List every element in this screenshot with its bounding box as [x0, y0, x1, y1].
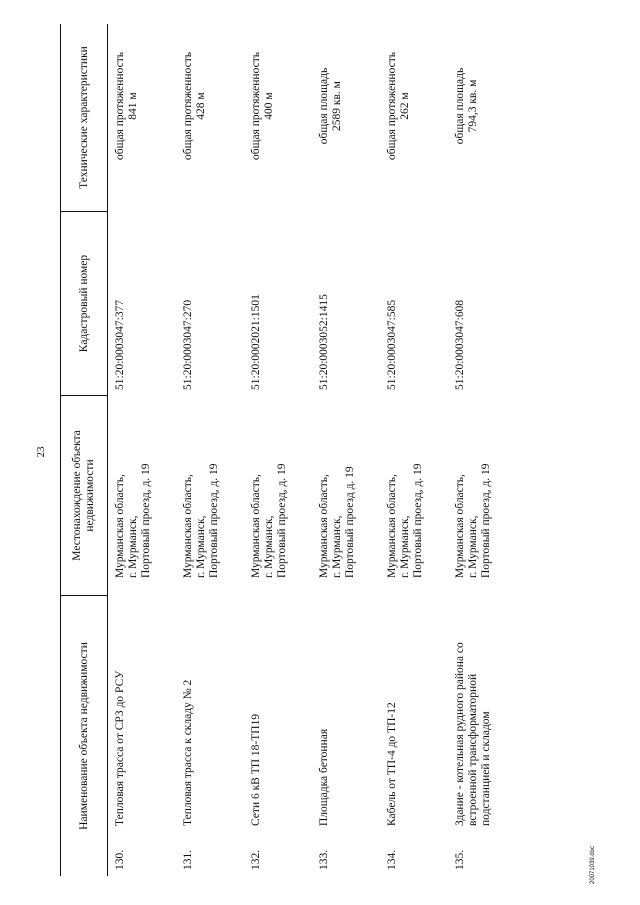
cadastral-number: 51:20:0003047:608: [454, 299, 466, 390]
table-row: [182, 24, 250, 876]
technical-line: 841 м: [127, 92, 139, 120]
object-location: [114, 398, 153, 578]
location-line: г. Мурманск,: [195, 515, 207, 578]
header-technical: Технические характеристики: [77, 46, 90, 189]
table-row: [386, 24, 454, 876]
object-name: Кабель от ТП-4 до ТП-12: [386, 702, 398, 826]
object-name: Здание - котельная рудного района со встроенной трансформаторной подстанцией и складом: [454, 642, 492, 826]
cadastral-number: 51:20:0003047:377: [114, 299, 126, 390]
cadastral-number: 51:20:0003052:1415: [318, 294, 330, 390]
technical-line: общая протяженность: [250, 52, 262, 161]
location-line: Портовый проезд, д. 19: [480, 463, 492, 578]
location-line: Мурманская область,: [182, 474, 194, 578]
object-location: [182, 398, 221, 578]
technical-line: 262 м: [399, 92, 411, 120]
technical-line: общая протяженность: [386, 52, 398, 161]
row-number: 133.: [318, 849, 330, 870]
location-line: Мурманская область,: [250, 474, 262, 578]
footer-filename: 20071039.doc: [590, 845, 596, 885]
table-row: [114, 24, 182, 876]
technical-characteristics: [386, 26, 412, 186]
location-line: г. Мурманск,: [263, 515, 275, 578]
location-line: Портовый проезд, д. 19: [140, 463, 152, 578]
property-table: [60, 24, 602, 876]
technical-line: общая площадь: [454, 67, 466, 145]
location-line: г. Мурманск,: [399, 515, 411, 578]
location-line: Мурманская область,: [114, 474, 126, 578]
technical-line: 2589 кв. м: [331, 81, 343, 131]
technical-line: 794,3 кв. м: [467, 79, 479, 133]
property-table-wrapper: [60, 24, 602, 876]
object-location: [386, 398, 425, 578]
location-line: г. Мурманск,: [467, 515, 479, 578]
object-location: [318, 398, 357, 578]
header-name: Наименование объекта недвижимости: [77, 642, 90, 830]
location-line: г. Мурманск,: [331, 515, 343, 578]
row-number: 131.: [182, 849, 194, 870]
page-number: 23: [35, 446, 47, 458]
object-name: Тепловая трасса к складу № 2: [182, 679, 194, 826]
technical-line: общая протяженность: [182, 52, 194, 161]
technical-line: общая площадь: [318, 67, 330, 145]
technical-line: 400 м: [263, 92, 275, 120]
table-row: [454, 24, 522, 876]
header-location: Местонахождение объекта недвижимости: [71, 430, 96, 561]
table-row: [250, 24, 318, 876]
header-top-rule: [60, 24, 61, 876]
technical-characteristics: [114, 26, 140, 186]
cadastral-number: 51:20:0003047:585: [386, 299, 398, 390]
location-line: Мурманская область,: [454, 474, 466, 578]
table-row: [318, 24, 386, 876]
technical-characteristics: [250, 26, 276, 186]
row-number: 132.: [250, 849, 262, 870]
technical-characteristics: [182, 26, 208, 186]
location-line: Портовый проезд, д. 19: [276, 463, 288, 578]
technical-line: 428 м: [195, 92, 207, 120]
cadastral-number: 51:20:0003047:270: [182, 299, 194, 390]
technical-line: общая протяженность: [114, 52, 126, 161]
object-name: Сети 6 кВ ТП 18-ТП19: [250, 713, 262, 826]
object-location: [250, 398, 289, 578]
location-line: г. Мурманск,: [127, 515, 139, 578]
row-number: 130.: [114, 849, 126, 870]
row-number: 134.: [386, 849, 398, 870]
location-line: Мурманская область,: [386, 474, 398, 578]
row-number: 135.: [454, 849, 466, 870]
technical-characteristics: [318, 26, 344, 186]
object-name: Тепловая трасса от СРЗ до РСУ: [114, 670, 126, 826]
cadastral-number: 51:20:0002021:1501: [250, 294, 262, 390]
header-cadastral: Кадастровый номер: [77, 254, 90, 353]
header-bottom-rule: [107, 24, 108, 876]
location-line: Портовый проезд д. 19: [344, 466, 356, 578]
technical-characteristics: [454, 26, 480, 186]
object-location: [454, 398, 493, 578]
object-name: Площадка бетонная: [318, 728, 330, 826]
location-line: Портовый проезд, д. 19: [412, 463, 424, 578]
location-line: Портовый проезд, д. 19: [208, 463, 220, 578]
location-line: Мурманская область,: [318, 474, 330, 578]
